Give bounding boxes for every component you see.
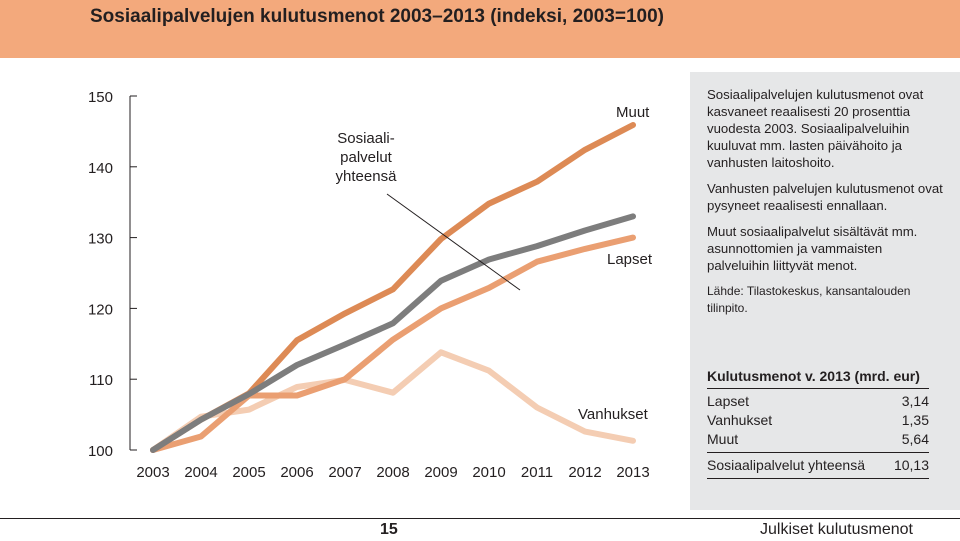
page-title: Sosiaalipalvelujen kulutusmenot 2003–2013 (indeksi, 2003=100) [90, 6, 664, 27]
series-label-vanhukset: Vanhukset [578, 406, 648, 423]
cost-label: Sosiaalipalvelut yhteensä [707, 457, 865, 473]
y-tick-label: 130 [87, 230, 113, 248]
costs-table [707, 368, 929, 479]
series-label-yhteensa: yhteensä [335, 168, 397, 185]
x-tick-label: 2011 [520, 464, 554, 481]
y-tick-label: 120 [87, 301, 113, 319]
info-paragraph-2: Vanhusten palvelujen kulutusmenot ovat pysyneet reaalisesti ennallaan. [707, 181, 943, 213]
cost-value: 3,14 [901, 393, 929, 409]
x-tick-label: 2009 [424, 464, 458, 481]
footer-divider [0, 518, 960, 519]
series-label-lapset: Lapset [607, 251, 653, 268]
cost-label: Muut [707, 431, 739, 447]
costs-title: Kulutusmenot v. 2013 (mrd. eur) [707, 368, 929, 389]
cost-value: 1,35 [901, 412, 929, 428]
x-tick-label: 2010 [472, 464, 506, 481]
cost-label: Vanhukset [707, 412, 773, 428]
cost-value: 5,64 [901, 431, 929, 447]
x-tick-label: 2006 [280, 464, 314, 481]
info-paragraph-1: Sosiaalipalvelujen kulutusmenot ovat kasvaneet reaalisesti 20 prosenttia vuodesta 2003. Sosiaalipalveluihin kuuluvat mm. lasten päivähoito ja vanhusten laitoshoito. [707, 87, 924, 170]
page-number: 15 [380, 521, 398, 538]
x-tick-label: 2013 [616, 464, 650, 481]
series-label-muut: Muut [616, 104, 650, 121]
series-label-yhteensa: palvelut [340, 149, 392, 166]
x-tick-label: 2008 [376, 464, 410, 481]
x-tick-label: 2004 [184, 464, 218, 481]
x-tick-label: 2012 [568, 464, 602, 481]
cost-row-muut [707, 430, 929, 449]
cost-row-lapset [707, 392, 929, 411]
publication-name: Julkiset kulutusmenot [760, 521, 913, 538]
x-tick-label: 2005 [232, 464, 266, 481]
y-tick-label: 140 [87, 159, 113, 177]
info-paragraph-3: Muut sosiaalipalvelut sisältävät mm. asunnottomien ja vammaisten palveluihin liittyvät menot. [707, 224, 918, 273]
y-tick-label: 150 [87, 89, 113, 106]
x-tick-label: 2007 [328, 464, 362, 481]
cost-label: Lapset [707, 393, 750, 409]
line-chart [0, 58, 690, 490]
y-tick-label: 100 [87, 443, 113, 460]
x-tick-label: 2003 [136, 464, 170, 481]
series-label-yhteensa: Sosiaali- [337, 130, 395, 147]
series-line [153, 352, 633, 450]
info-text [707, 86, 945, 326]
cost-row-vanhukset [707, 411, 929, 430]
source-note: Lähde: Tilastokeskus, kansantalouden tilinpito. [707, 284, 911, 315]
y-tick-label: 110 [89, 372, 113, 390]
cost-row-total [707, 452, 929, 479]
header-bar [0, 0, 960, 58]
cost-value: 10,13 [893, 457, 929, 473]
